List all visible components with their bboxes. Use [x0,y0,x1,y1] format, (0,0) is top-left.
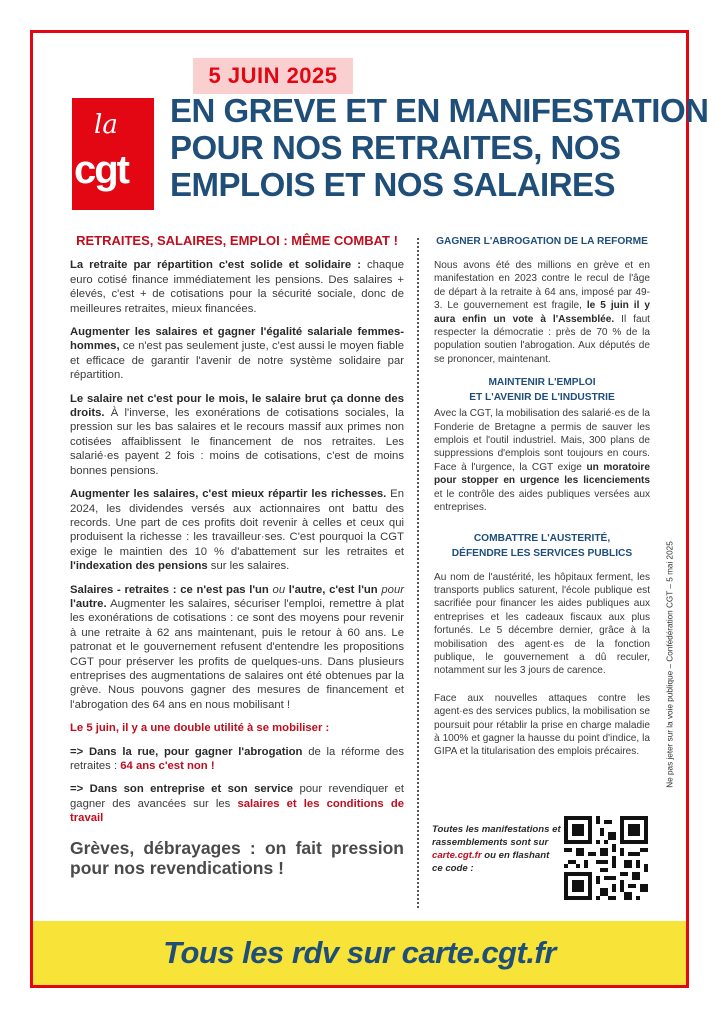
qr-caption [432,823,562,875]
right-column [434,234,650,768]
bold-text: un moratoire pour stopper en urgence les licenciements [434,461,650,487]
body-text: Nous avons été des millions en grève et en manifestation en 2023 contre le recul de l'âge de départ à la retraite à 64 ans, imposé par 49-3. Le gouvernement est fragile, [434,260,650,312]
paragraph-retraite [70,258,404,316]
body-text: pour revendiquer et gagner des avancées sur les [70,783,405,810]
bold-text: Augmenter les salaires et gagner l'égalité salariale femmes-hommes, [70,326,404,353]
body-text: Il faut respecter la démocratie : près de 70 % de la population soutien l'abrogation. Aux députés de se prononcer, maintenant. [434,313,650,365]
paragraph-abrogation [434,259,650,366]
paragraph-austerite: Au nom de l'austérité, les hôpitaux ferment, les transports publics saturent, l'école publique est sacrifiée pour financer les aides publiques aux entreprises et les cadeaux fiscaux aux plus fortunés. Le 5 décembre dernier, grâce à la mobilisation des agent·es de la fonction publique, le gouvernement a dû reculer, notamment sur les 3 jours de carence. [434,571,650,677]
title-line: COMBATTRE L'AUSTERITÉ, [473,532,611,544]
italic-text: ou [272,583,286,596]
paragraph-entreprise [70,782,404,825]
body-text: sur les salaires. [207,560,290,573]
red-text: 64 ans c'est non ! [120,760,215,772]
title-line: ET L'AVENIR DE L'INDUSTRIE [469,392,615,404]
bold-text: l'autre, c'est l'un [285,583,382,596]
body-text: et le contrôle des aides publiques versées aux entreprises. [434,488,650,514]
italic-text: pour [381,583,404,596]
headline-line-1: EN GREVE ET EN MANIFESTATION [170,92,709,129]
bottom-banner [33,921,686,985]
headline-line-2: POUR NOS RETRAITES, NOS [170,129,621,166]
qr-code-icon[interactable] [564,815,648,901]
paragraph-salaires-retraites [70,583,404,713]
bold-text: l'indexation des pensions [70,560,208,573]
red-text: salaires et les conditions de travail [70,797,405,825]
bold-text: => Dans son entreprise et son service [70,783,294,796]
section-title-emploi [434,375,650,405]
date-badge: 5 JUIN 2025 [193,58,353,94]
paragraph-salaire-net [70,392,404,478]
body-text: À l'inverse, les exonérations de cotisations sociales, la pression sur les bas salaires et le recours massif aux primes non cotisées affaiblissent le financement de nos retraites. Les salarié·es payent 2 fois : moins de cotisations, c'est de moins bonnes pensions. [70,407,404,477]
bold-text: La retraite par répartition c'est solide et solidaire : [70,259,361,272]
logo-cgt-text: cgt [74,148,128,192]
closing-slogan: Grèves, débrayages : on fait pression pour nos revendications ! [70,837,404,878]
mobilisation-heading: Le 5 juin, il y a une double utilité à se mobiliser : [70,722,330,735]
title-line: DÉFENDRE LES SERVICES PUBLICS [451,547,633,559]
bold-text: le 5 juin il y aura enfin un vote à l'Assemblée. [434,300,650,325]
left-column [70,234,404,878]
side-legal-text [660,520,680,820]
carte-link[interactable]: carte.cgt.fr [432,850,482,861]
body-text: Augmenter les salaires, sécuriser l'emploi, remettre à plat les exonérations de cotisations : ce sont des moyens pour revenir à une retraite à 62 ans maintenant, puis le retour à 60 ans. Le patronat et le gouvernement refusent d'entendre les propositions CGT pour préserver les profits de quelques-uns. Dans plusieurs entreprises des augmentations de salaires ont été obtenues par la grève. Nous pouvons gagner des mesures de financement et l'abrogation des 64 ans en nous mobilisant ! [70,597,404,711]
paragraph-attaques: Face aux nouvelles attaques contre les agent·es des services publics, la mobilisation se poursuit pour rétablir la prise en charge maladie à 100% et gagner la hausse du point d'indice, la GIPA et la titularisation des emplois précaires. [434,692,650,758]
headline-line-3: EMPLOIS ET NOS SALAIRES [170,166,616,203]
body-text: ce n'est pas seulement juste, c'est aussi le moyen fiable et efficace de garantir l'avenir de notre système solidaire par répartition. [70,340,404,382]
paragraph-emploi [434,407,650,514]
bold-text: Salaires - retraites : ce n'est pas l'un [70,583,273,596]
section-title-austerite [434,531,650,561]
section-title-abrogation: GAGNER L'ABROGATION DE LA REFORME [436,236,648,247]
body-text: chaque euro cotisé finance immédiatement les pensions. Des salaires + élevés, c'est + de cotisations pour la sécurité sociale, donc de meilleures retraites, mieux financées. [70,259,405,315]
headline [170,92,709,203]
cgt-logo [72,98,154,210]
bold-text: => Dans la rue, pour gagner l'abrogation [70,745,303,758]
title-line: MAINTENIR L'EMPLOI [488,377,596,389]
body-text: Avec la CGT, la mobilisation des salarié·es de la Fonderie de Bretagne a permis de sauver les emplois et l'outil industriel. Mais, 300 plans de suppressions d'emplois sont toujours en cours. Face à l'urgence, la CGT exige [434,408,650,473]
qr-caption-text: ou en flashant ce code : [432,850,550,874]
body-text: En 2024, les dividendes versés aux actionnaires ont battu des records. Une part de ces profits doit revenir à celles et ceux qui produisent la richesse : les travailleur·ses. C'est pourquoi la CGT exige le maintien des 10 % d'abattement sur les retraites et [70,488,404,558]
paragraph-richesses [70,487,404,573]
body-text: de la réforme des retraites : [70,745,404,772]
left-section-title: RETRAITES, SALAIRES, EMPLOI : MÊME COMBAT ! [76,233,398,248]
side-legal-line: Ne pas jeter sur la voie publique – Confédération CGT – 5 mai 2025 [665,541,675,788]
paragraph-rue [70,745,404,774]
bold-text: l'autre. [70,597,107,610]
logo-la-text: la [94,110,118,140]
column-divider [417,238,419,908]
bold-text: Le salaire net c'est pour le mois, le salaire brut ça donne des droits. [70,392,404,420]
bold-text: Augmenter les salaires, c'est mieux répartir les richesses. [70,488,387,501]
qr-caption-text: Toutes les manifestations et rassemblements sont sur [432,824,561,848]
banner-text[interactable]: Tous les rdv sur carte.cgt.fr [163,935,556,970]
paragraph-egalite [70,325,404,383]
